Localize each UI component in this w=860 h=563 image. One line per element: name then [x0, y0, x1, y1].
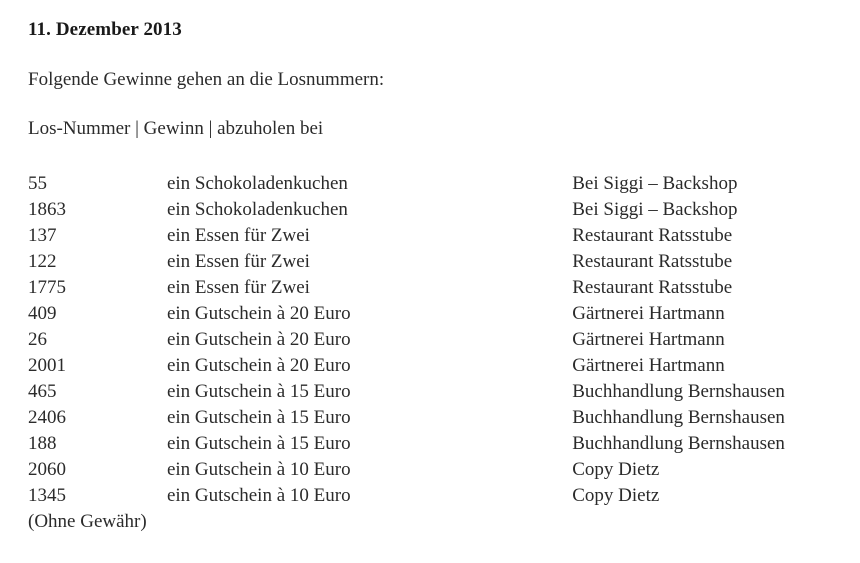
winners-table	[28, 171, 860, 509]
cell-pickup-location: Bei Siggi – Backshop	[572, 173, 738, 194]
cell-pickup-location: Restaurant Ratsstube	[572, 277, 733, 298]
cell-prize: ein Gutschein à 20 Euro	[166, 355, 351, 376]
cell-pickup-location: Gärtnerei Hartmann	[572, 329, 725, 350]
cell-prize: ein Gutschein à 20 Euro	[166, 329, 351, 350]
cell-lot-number: 137	[28, 225, 57, 246]
cell-lot-number: 2001	[28, 355, 66, 376]
cell-lot-number: 2060	[28, 459, 66, 480]
cell-prize: ein Gutschein à 15 Euro	[166, 381, 351, 402]
cell-pickup-location: Buchhandlung Bernshausen	[572, 407, 785, 428]
cell-prize: ein Gutschein à 20 Euro	[166, 303, 351, 324]
cell-prize: ein Essen für Zwei	[166, 251, 310, 272]
cell-lot-number: 1863	[28, 199, 66, 220]
cell-pickup-location: Bei Siggi – Backshop	[572, 199, 738, 220]
cell-lot-number: 122	[28, 251, 57, 272]
cell-prize: ein Essen für Zwei	[166, 277, 310, 298]
column-legend: Los-Nummer | Gewinn | abzuholen bei	[28, 118, 324, 139]
cell-prize: ein Schokoladenkuchen	[166, 173, 348, 194]
cell-pickup-location: Copy Dietz	[572, 485, 660, 506]
cell-lot-number: 188	[28, 433, 57, 454]
cell-pickup-location: Copy Dietz	[572, 459, 660, 480]
table-row	[28, 223, 860, 249]
cell-pickup-location: Gärtnerei Hartmann	[572, 355, 725, 376]
cell-lot-number: 465	[28, 381, 57, 402]
cell-lot-number: 1345	[28, 485, 66, 506]
table-row	[28, 301, 860, 327]
cell-prize: ein Gutschein à 10 Euro	[166, 485, 351, 506]
table-row	[28, 171, 860, 197]
cell-prize: ein Essen für Zwei	[166, 225, 310, 246]
cell-lot-number: 55	[28, 173, 47, 194]
table-row	[28, 197, 860, 223]
cell-lot-number: 2406	[28, 407, 66, 428]
table-row	[28, 483, 860, 509]
cell-prize: ein Gutschein à 10 Euro	[166, 459, 351, 480]
cell-pickup-location: Gärtnerei Hartmann	[572, 303, 725, 324]
page-title: 11. Dezember 2013	[28, 19, 182, 40]
winners-table-body	[28, 171, 860, 509]
cell-lot-number: 409	[28, 303, 57, 324]
cell-pickup-location: Restaurant Ratsstube	[572, 251, 733, 272]
table-row	[28, 249, 860, 275]
cell-lot-number: 26	[28, 329, 47, 350]
disclaimer-note: (Ohne Gewähr)	[28, 511, 147, 532]
table-row	[28, 275, 860, 301]
cell-pickup-location: Buchhandlung Bernshausen	[572, 433, 785, 454]
table-row	[28, 431, 860, 457]
cell-pickup-location: Restaurant Ratsstube	[572, 225, 733, 246]
cell-prize: ein Gutschein à 15 Euro	[166, 433, 351, 454]
cell-pickup-location: Buchhandlung Bernshausen	[572, 381, 785, 402]
table-row	[28, 327, 860, 353]
table-row	[28, 353, 860, 379]
table-row	[28, 405, 860, 431]
cell-prize: ein Gutschein à 15 Euro	[166, 407, 351, 428]
table-row	[28, 457, 860, 483]
cell-lot-number: 1775	[28, 277, 66, 298]
intro-text: Folgende Gewinne gehen an die Losnummern:	[28, 69, 385, 90]
cell-prize: ein Schokoladenkuchen	[166, 199, 348, 220]
table-row	[28, 379, 860, 405]
